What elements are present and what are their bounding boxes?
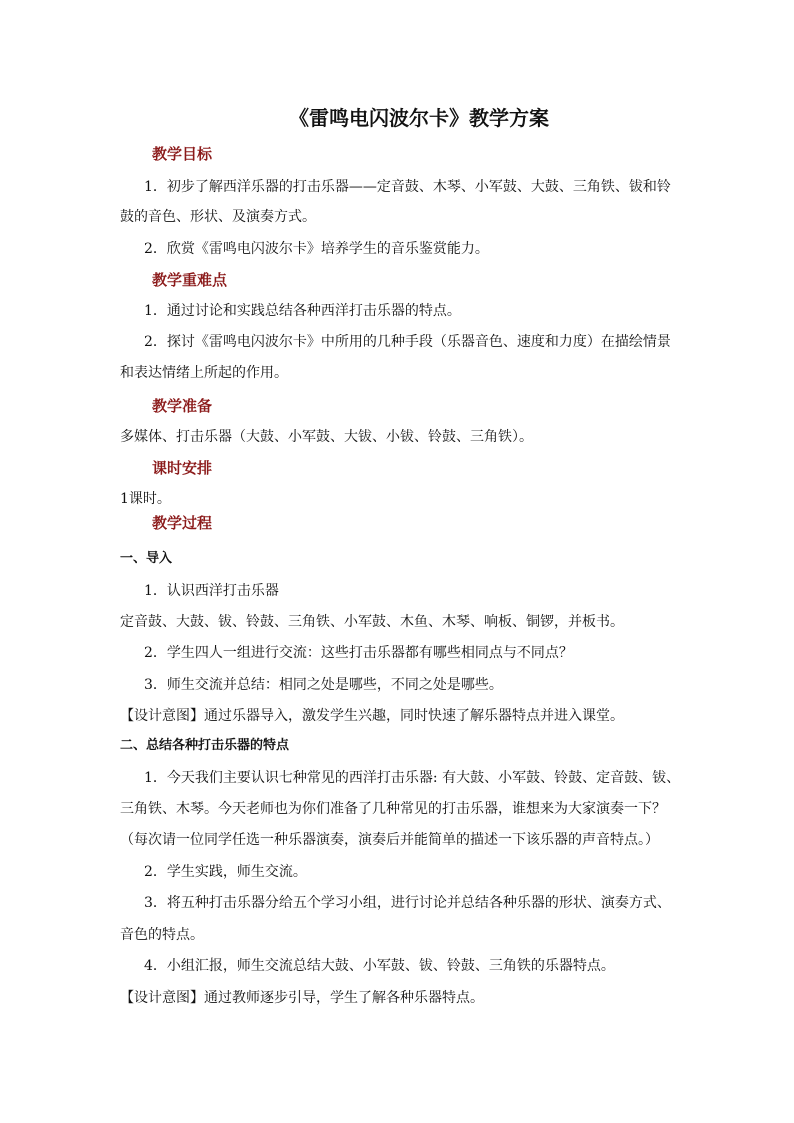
key-points-paragraph-1: 1．通过讨论和实践总结各种西洋打击乐器的特点。 <box>144 303 461 319</box>
section-heading-schedule: 课时安排 <box>152 459 213 477</box>
process-part-2-step-3-line-1: 3．将五种打击乐器分给五个学习小组，进行讨论并总结各种乐器的形状、演奏方式、 <box>144 895 671 911</box>
schedule-paragraph: 1课时。 <box>120 491 171 507</box>
key-points-paragraph-2-line-1: 2．探讨《雷鸣电闪波尔卡》中所用的几种手段（乐器音色、速度和力度）在描绘情景 <box>144 334 671 350</box>
process-part-2-step-1-line-3: （每次请一位同学任选一种乐器演奏，演奏后并能简单的描述一下该乐器的声音特点。） <box>120 832 659 848</box>
page-title: 《雷鸣电闪波尔卡》教学方案 <box>289 106 549 130</box>
section-heading-process: 教学过程 <box>152 514 213 532</box>
preparation-paragraph: 多媒体、打击乐器（大鼓、小军鼓、大钹、小钹、铃鼓、三角铁）。 <box>120 429 533 445</box>
process-part-1-step-3: 3．师生交流并总结：相同之处是哪些，不同之处是哪些。 <box>144 677 503 693</box>
process-part-2-step-1-line-2: 三角铁、木琴。今天老师也为你们准备了几种常见的打击乐器，谁想来为大家演奏一下？ <box>120 801 666 817</box>
section-heading-key-points: 教学重难点 <box>152 271 228 289</box>
goals-paragraph-1-line-1: 1．初步了解西洋乐器的打击乐器——定音鼓、木琴、小军鼓、大鼓、三角铁、钹和铃 <box>144 179 671 195</box>
process-part-1-step-1: 1．认识西洋打击乐器 <box>144 583 279 599</box>
key-points-paragraph-2-line-2: 和表达情绪上所起的作用。 <box>120 365 288 381</box>
process-part-2-step-3-line-2: 音色的特点。 <box>120 927 204 943</box>
process-part-1-heading: 一、导入 <box>120 551 173 566</box>
process-part-2-design-intent: 【设计意图】通过教师逐步引导，学生了解各种乐器特点。 <box>120 990 484 1006</box>
process-part-1-step-2: 2．学生四人一组进行交流：这些打击乐器都有哪些相同点与不同点？ <box>144 645 573 661</box>
goals-paragraph-1-line-2: 鼓的音色、形状、及演奏方式。 <box>120 209 316 225</box>
process-part-2-step-1-line-1: 1．今天我们主要认识七种常见的西洋打击乐器: 有大鼓、小军鼓、铃鼓、定音鼓、钹、 <box>144 770 681 786</box>
section-heading-preparation: 教学准备 <box>152 397 213 415</box>
process-part-2-heading: 二、总结各种打击乐器的特点 <box>120 738 290 753</box>
process-part-2-step-2: 2．学生实践，师生交流。 <box>144 864 307 880</box>
process-part-1-step-1-text: 定音鼓、大鼓、钹、铃鼓、三角铁、小军鼓、木鱼、木琴、响板、铜锣，并板书。 <box>120 614 624 630</box>
goals-paragraph-2: 2．欣赏《雷鸣电闪波尔卡》培养学生的音乐鉴赏能力。 <box>144 241 489 257</box>
process-part-2-step-4: 4．小组汇报，师生交流总结大鼓、小军鼓、钹、铃鼓、三角铁的乐器特点。 <box>144 958 615 974</box>
process-part-1-design-intent: 【设计意图】通过乐器导入，激发学生兴趣，同时快速了解乐器特点并进入课堂。 <box>120 708 624 724</box>
section-heading-goals: 教学目标 <box>152 145 213 163</box>
